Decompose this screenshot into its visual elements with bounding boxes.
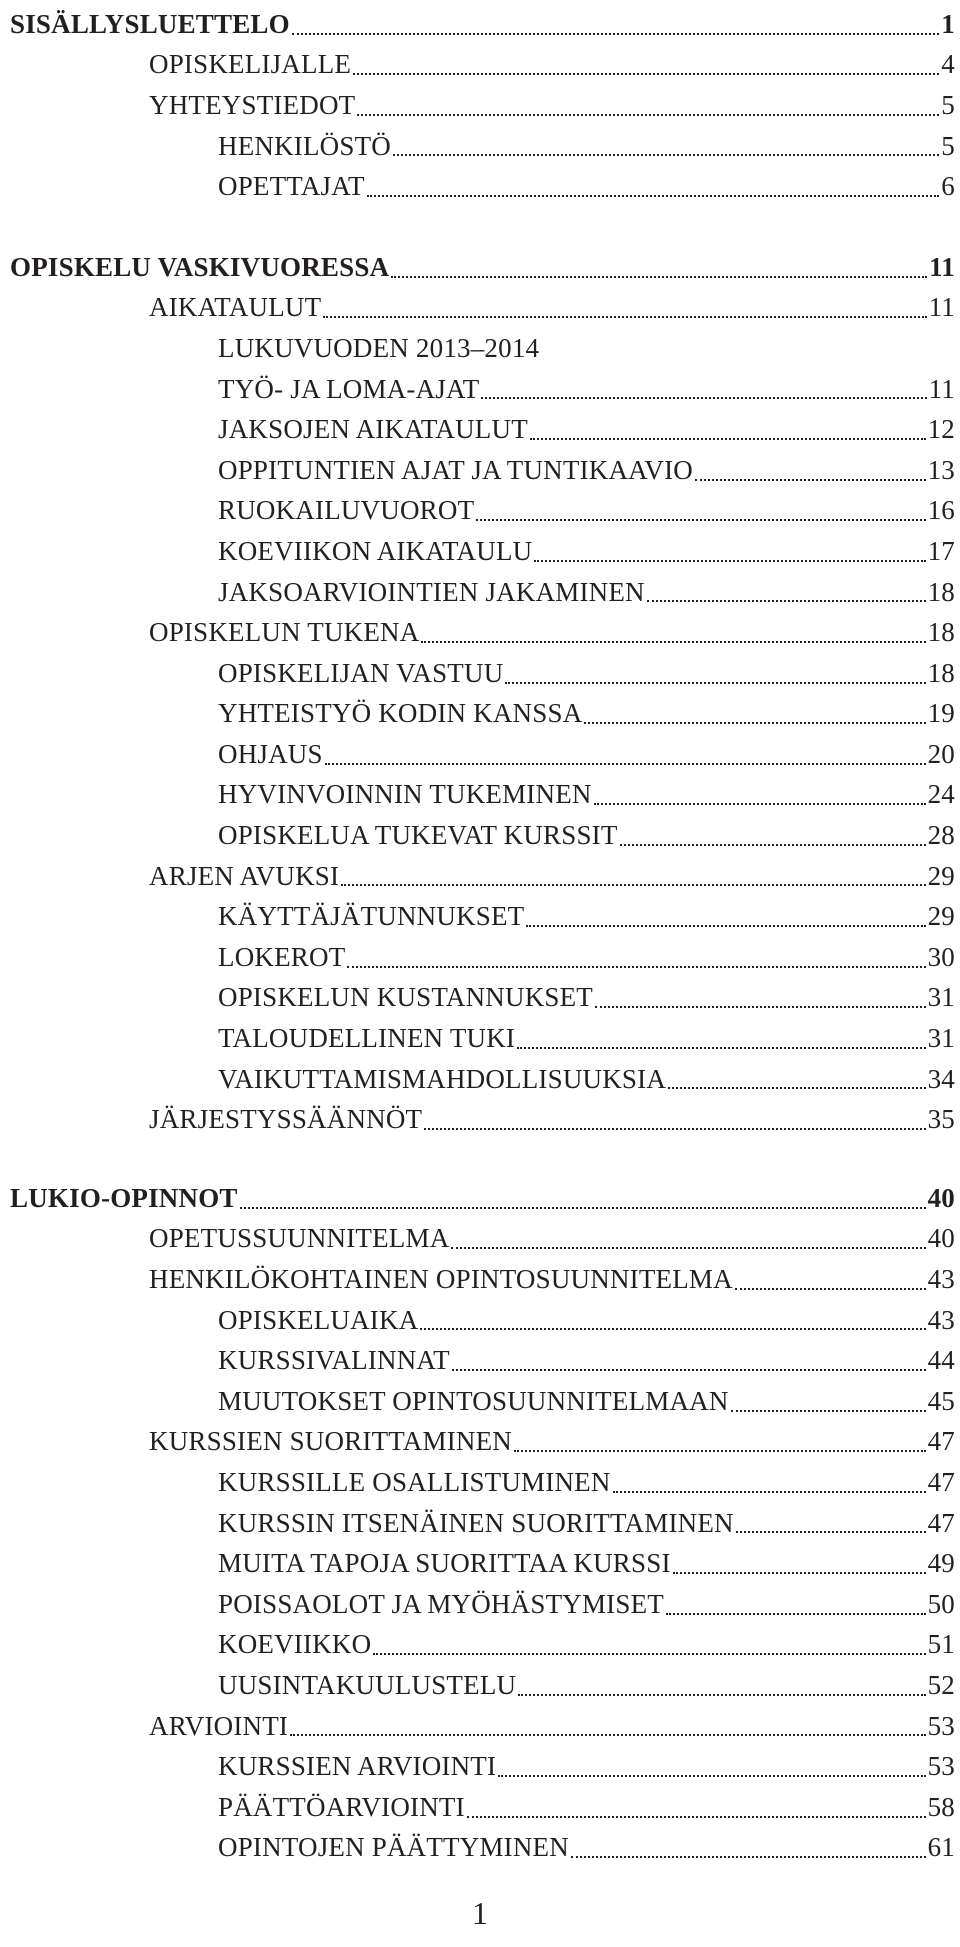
toc-entry-page: 18 xyxy=(927,576,955,607)
dot-leader xyxy=(347,966,925,968)
toc-entry[interactable] xyxy=(10,328,955,369)
dot-leader xyxy=(341,884,925,886)
dot-leader xyxy=(731,1410,926,1412)
toc-entry-label: OPISKELIJAN VASTUU xyxy=(218,657,504,688)
toc-entry-page: 47 xyxy=(927,1466,955,1497)
dot-leader xyxy=(353,73,939,75)
toc-entry-page: 13 xyxy=(927,454,955,485)
dot-leader xyxy=(526,925,925,927)
toc-entry[interactable] xyxy=(10,572,955,613)
dot-leader xyxy=(290,1734,925,1736)
toc-entry-label: OPETTAJAT xyxy=(218,171,365,202)
toc-entry[interactable] xyxy=(10,247,955,288)
dot-leader xyxy=(517,1047,925,1049)
dot-leader xyxy=(584,722,925,724)
toc-entry-label: JAKSOJEN AIKATAULUT xyxy=(218,414,528,445)
toc-entry-label: HENKILÖKOHTAINEN OPINTOSUUNNITELMA xyxy=(149,1264,733,1295)
toc-entry-label: KOEVIIKKO xyxy=(218,1629,372,1660)
toc-entry-label: RUOKAILUVUOROT xyxy=(218,495,475,526)
toc-entry-page: 31 xyxy=(927,1023,955,1054)
toc-entry[interactable] xyxy=(10,531,955,572)
toc-entry-page: 1 xyxy=(941,8,955,39)
toc-entry-label: MUITA TAPOJA SUORITTAA KURSSI xyxy=(218,1548,671,1579)
dot-leader xyxy=(451,1247,925,1249)
toc-entry-label: KOEVIIKON AIKATAULU xyxy=(218,535,533,566)
toc-entry[interactable] xyxy=(10,653,955,694)
toc-entry-label: JÄRJESTYSSÄÄNNÖT xyxy=(149,1104,423,1135)
dot-leader xyxy=(323,316,926,318)
toc-entry-page: 17 xyxy=(927,535,955,566)
toc-entry-label: OPISKELUA TUKEVAT KURSSIT xyxy=(218,820,618,851)
toc-entry-label: KURSSIVALINNAT xyxy=(218,1345,450,1376)
dot-leader xyxy=(594,803,926,805)
toc-entry-page: 11 xyxy=(928,292,955,323)
toc-entry-page: 45 xyxy=(927,1385,955,1416)
dot-leader xyxy=(595,1006,926,1008)
toc-entry[interactable] xyxy=(10,1787,955,1828)
toc-entry[interactable] xyxy=(10,978,955,1019)
dot-leader xyxy=(505,682,925,684)
toc-entry[interactable] xyxy=(10,1178,955,1219)
toc-entry-label: HYVINVOINNIN TUKEMINEN xyxy=(218,779,592,810)
dot-leader xyxy=(393,154,939,156)
toc-entry-page: 12 xyxy=(927,414,955,445)
toc-entry[interactable] xyxy=(10,1828,955,1869)
toc-entry-page: 61 xyxy=(927,1832,955,1863)
toc-entry-label: UUSINTAKUULUSTELU xyxy=(218,1669,517,1700)
toc-entry[interactable] xyxy=(10,1300,955,1341)
toc-entry-page: 53 xyxy=(927,1751,955,1782)
toc-entry-page: 5 xyxy=(941,130,955,161)
dot-leader xyxy=(668,1087,926,1089)
toc-entry[interactable] xyxy=(10,1059,955,1100)
toc-entry[interactable] xyxy=(10,734,955,775)
dot-leader xyxy=(736,1531,926,1533)
toc-entry-label: LUKIO-OPINNOT xyxy=(10,1182,238,1213)
toc-entry-page: 47 xyxy=(927,1426,955,1457)
toc-entry-label: OPISKELUN KUSTANNUKSET xyxy=(218,982,593,1013)
toc-entry[interactable] xyxy=(10,815,955,856)
dot-leader xyxy=(514,1450,926,1452)
toc-entry[interactable] xyxy=(10,1746,955,1787)
toc-entry-label: ARJEN AVUKSI xyxy=(149,860,340,891)
toc-entry-label: VAIKUTTAMISMAHDOLLISUUKSIA xyxy=(218,1063,667,1094)
toc-entry[interactable] xyxy=(10,1219,955,1260)
dot-leader xyxy=(481,397,926,399)
toc-entry-page: 31 xyxy=(927,982,955,1013)
dot-leader xyxy=(357,114,939,116)
dot-leader xyxy=(325,763,926,765)
toc-entry-label: KURSSIN ITSENÄINEN SUORITTAMINEN xyxy=(218,1507,734,1538)
toc-entry-page: 49 xyxy=(927,1548,955,1579)
toc-entry-page: 58 xyxy=(927,1791,955,1822)
page-number: 1 xyxy=(472,1895,488,1931)
dot-leader xyxy=(613,1491,926,1493)
toc-entry-label: OPISKELUAIKA xyxy=(218,1304,419,1335)
toc-entry-label: TALOUDELLINEN TUKI xyxy=(218,1023,516,1054)
toc-entry-page: 40 xyxy=(927,1223,955,1254)
toc-entry-page: 16 xyxy=(927,495,955,526)
toc-entry-label: OPETUSSUUNNITELMA xyxy=(149,1223,450,1254)
toc-entry-page: 5 xyxy=(941,89,955,120)
toc-entry-page: 28 xyxy=(927,820,955,851)
dot-leader xyxy=(695,479,926,481)
toc-entry-page: 51 xyxy=(927,1629,955,1660)
dot-leader xyxy=(373,1653,925,1655)
toc-entry-label: ARVIOINTI xyxy=(149,1710,289,1741)
toc-entry-page: 29 xyxy=(927,860,955,891)
dot-leader xyxy=(476,519,925,521)
dot-leader xyxy=(452,1369,926,1371)
dot-leader xyxy=(467,1816,926,1818)
toc-entry-label: SISÄLLYSLUETTELO xyxy=(10,8,290,39)
dot-leader xyxy=(534,560,925,562)
toc-entry-page: 43 xyxy=(927,1304,955,1335)
dot-leader xyxy=(292,33,939,35)
toc-entry[interactable] xyxy=(10,1099,955,1140)
toc-entry-page: 6 xyxy=(941,171,955,202)
toc-entry[interactable] xyxy=(10,1543,955,1584)
toc-entry[interactable] xyxy=(10,1625,955,1666)
dot-leader xyxy=(498,1775,925,1777)
toc-entry-page: 20 xyxy=(927,738,955,769)
toc-entry[interactable] xyxy=(10,896,955,937)
toc-entry[interactable] xyxy=(10,369,955,410)
toc-entry[interactable] xyxy=(10,288,955,329)
table-of-contents xyxy=(10,4,955,1868)
dot-leader xyxy=(735,1288,926,1290)
toc-entry-page: 19 xyxy=(927,698,955,729)
toc-entry-page: 24 xyxy=(927,779,955,810)
dot-leader xyxy=(530,438,926,440)
dot-leader xyxy=(420,1328,925,1330)
toc-entry[interactable] xyxy=(10,166,955,207)
toc-entry[interactable] xyxy=(10,612,955,653)
toc-entry-label: LOKEROT xyxy=(218,941,346,972)
toc-entry-label: OPISKELIJALLE xyxy=(149,49,352,80)
toc-entry[interactable] xyxy=(10,1706,955,1747)
toc-entry-label: KÄYTTÄJÄTUNNUKSET xyxy=(218,901,525,932)
toc-entry-label: KURSSIEN SUORITTAMINEN xyxy=(149,1426,512,1457)
dot-leader xyxy=(240,1207,926,1209)
toc-entry-label: HENKILÖSTÖ xyxy=(218,130,391,161)
toc-entry[interactable] xyxy=(10,126,955,167)
toc-entry-label: OPISKELUN TUKENA xyxy=(149,617,420,648)
toc-entry[interactable] xyxy=(10,937,955,978)
toc-entry[interactable] xyxy=(10,409,955,450)
dot-leader xyxy=(620,844,926,846)
toc-entry-label: YHTEYSTIEDOT xyxy=(149,89,356,120)
toc-entry[interactable] xyxy=(10,450,955,491)
toc-entry[interactable] xyxy=(10,45,955,86)
toc-entry-label: LUKUVUODEN 2013–2014 xyxy=(218,332,540,363)
toc-entry-page: 4 xyxy=(941,49,955,80)
dot-leader xyxy=(647,600,926,602)
toc-entry-page: 40 xyxy=(927,1182,955,1213)
toc-entry-label: OPPITUNTIEN AJAT JA TUNTIKAAVIO xyxy=(218,454,693,485)
toc-entry[interactable] xyxy=(10,4,955,45)
toc-entry-page: 52 xyxy=(927,1669,955,1700)
toc-entry-label: OHJAUS xyxy=(218,738,323,769)
toc-entry-label: AIKATAULUT xyxy=(149,292,322,323)
dot-leader xyxy=(673,1572,926,1574)
toc-entry[interactable] xyxy=(10,1340,955,1381)
dot-leader xyxy=(421,641,925,643)
toc-entry-label: PÄÄTTÖARVIOINTI xyxy=(218,1791,465,1822)
toc-entry-page: 47 xyxy=(927,1507,955,1538)
toc-entry-page: 44 xyxy=(927,1345,955,1376)
toc-entry-page: 29 xyxy=(927,901,955,932)
toc-entry-page: 35 xyxy=(927,1104,955,1135)
dot-leader xyxy=(518,1694,925,1696)
toc-entry[interactable] xyxy=(10,1665,955,1706)
toc-entry[interactable] xyxy=(10,1422,955,1463)
toc-entry-label: OPISKELU VASKIVUORESSA xyxy=(10,251,390,282)
toc-entry[interactable] xyxy=(10,491,955,532)
toc-entry-label: KURSSIEN ARVIOINTI xyxy=(218,1751,497,1782)
toc-entry[interactable] xyxy=(10,1259,955,1300)
dot-leader xyxy=(367,195,940,197)
toc-entry-page: 11 xyxy=(928,373,955,404)
toc-entry-page: 53 xyxy=(927,1710,955,1741)
toc-entry-label: JAKSOARVIOINTIEN JAKAMINEN xyxy=(218,576,645,607)
toc-entry-page: 11 xyxy=(929,251,955,282)
toc-entry-label: MUUTOKSET OPINTOSUUNNITELMAAN xyxy=(218,1385,729,1416)
toc-entry-page: 50 xyxy=(927,1588,955,1619)
toc-entry-page: 18 xyxy=(927,617,955,648)
dot-leader xyxy=(391,276,927,278)
toc-entry-label: KURSSILLE OSALLISTUMINEN xyxy=(218,1466,611,1497)
dot-leader xyxy=(666,1613,926,1615)
toc-entry[interactable] xyxy=(10,1503,955,1544)
toc-entry-page: 30 xyxy=(927,941,955,972)
toc-entry-label: TYÖ- JA LOMA-AJAT xyxy=(218,373,480,404)
toc-entry-page: 18 xyxy=(927,657,955,688)
toc-entry[interactable] xyxy=(10,694,955,735)
dot-leader xyxy=(571,1856,926,1858)
toc-entry[interactable] xyxy=(10,775,955,816)
toc-entry-page: 43 xyxy=(927,1264,955,1295)
toc-entry-label: YHTEISTYÖ KODIN KANSSA xyxy=(218,698,583,729)
toc-entry[interactable] xyxy=(10,85,955,126)
toc-entry-page: 34 xyxy=(927,1063,955,1094)
toc-entry[interactable] xyxy=(10,1462,955,1503)
toc-entry-label: POISSAOLOT JA MYÖHÄSTYMISET xyxy=(218,1588,664,1619)
toc-entry[interactable] xyxy=(10,856,955,897)
toc-entry[interactable] xyxy=(10,1018,955,1059)
dot-leader xyxy=(424,1128,925,1130)
toc-entry[interactable] xyxy=(10,1381,955,1422)
toc-entry-label: OPINTOJEN PÄÄTTYMINEN xyxy=(218,1832,569,1863)
toc-entry[interactable] xyxy=(10,1584,955,1625)
